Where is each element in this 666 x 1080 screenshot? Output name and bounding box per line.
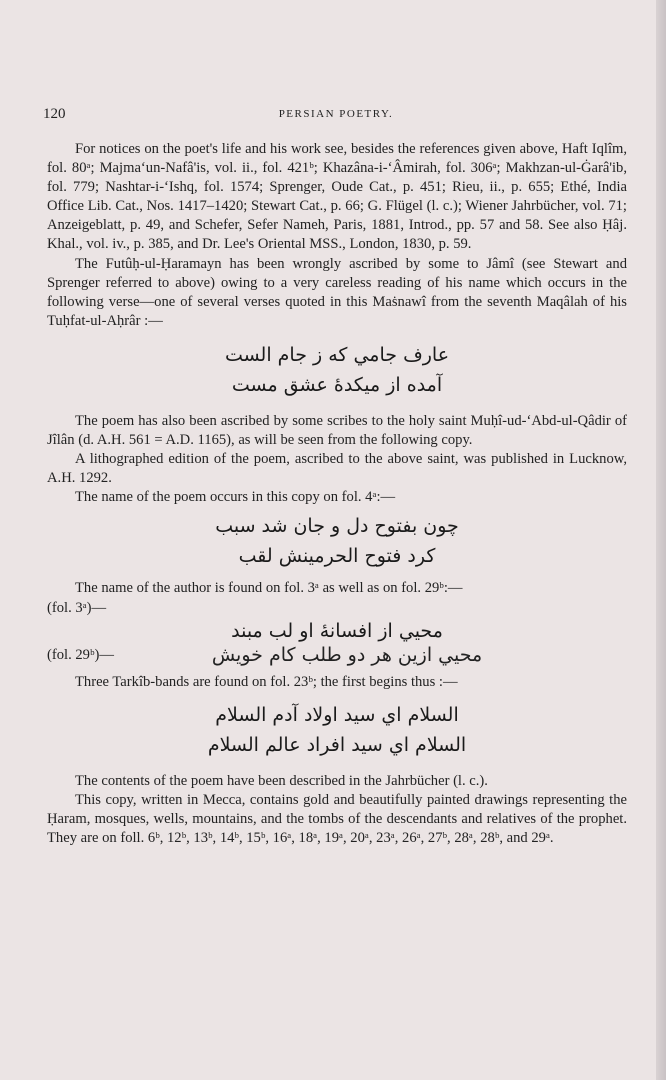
verse-line: السلام اي سيد افراد عالم السلام: [207, 733, 467, 756]
verse-title: [47, 511, 627, 571]
verse-tarkib: [47, 700, 627, 760]
paragraph-references: For notices on the poet's life and his work see, besides the references given above, Haft Iqlîm, fol. 80ᵃ; Majma‘un-Nafâ'is, vol. ii., fol. 421ᵇ; Khazâna-i-‘Âmirah, fol. 306ᵃ; Makhzan-ul-Ġarâ'ib, fol. 779; Nashtar-i-‘Ishq, fol. 1574; Sprenger, Oude Cat., p. 451; Rieu, ii., p. 655; Ethé, India Office Lib. Cat., Nos. 1417–1420; Stewart Cat., p. 66; G. Flügel (l. c.); Wiener Jahrbücher, vol. 71; Anzeigeblatt, p. 49, and Schefer, Sefer Nameh, Paris, 1881, Introd., pp. 57 and 58. See also Ḥâj. Khal., vol. iv., p. 385, and Dr. Lee's Oriental MSS., London, 1830, p. 59.: [47, 141, 627, 253]
paragraph-description: This copy, written in Mecca, contains gold and beautifully painted drawings representing the Ḥaram, mosques, wells, mountains, and the tombs of the descendants and relatives of the prophet. They are on foll. 6ᵇ, 12ᵇ, 13ᵇ, 14ᵇ, 15ᵇ, 16ᵃ, 18ᵃ, 19ᵃ, 20ᵃ, 23ᵃ, 26ᵃ, 27ᵇ, 28ᵃ, 28ᵇ, and 29ᵃ.: [47, 791, 627, 847]
verse-line: السلام اي سيد اولاد آدم السلام: [215, 703, 459, 726]
verse-author-1: محيي از افسانهٔ او لب مبند: [231, 619, 443, 642]
folio-label-3a: (fol. 3ᵃ)—: [47, 599, 107, 616]
paragraph-author-name: The name of the author is found on fol. 3ᵃ as well as on fol. 29ᵇ:—: [75, 580, 463, 597]
paragraph-lithograph: A lithographed edition of the poem, ascribed to the above saint, was published in Lucknow, A.H. 1292.: [47, 451, 627, 487]
page-header: [43, 106, 629, 126]
page-edge: [656, 0, 666, 1080]
page-body: [47, 140, 627, 848]
paragraph-contents: The contents of the poem have been described in the Jahrbücher (l. c.).: [75, 772, 488, 789]
paragraph-attribution-jami: The Futûḥ-ul-Ḥaramayn has been wrongly ascribed by some to Jâmî (see Stewart and Sprenger referred to above) owing to a very careless reading of his name which occurs in the following verse—one of several verses quoted in this Maṡnawî from the seventh Maqâlah of his Tuḥfat-ul-Aḥrâr :—: [47, 255, 627, 329]
verse-line: آمده از ميكدهٔ عشق مست: [231, 373, 443, 396]
paragraph-attribution-qadir: The poem has also been ascribed by some scribes to the holy saint Muḥî-ud-‘Abd-ul-Qâdir of Jîlân (d. A.H. 561 = A.D. 1165), as will be seen from the following copy.: [47, 412, 627, 449]
paragraph-tarkib: Three Tarkîb-bands are found on fol. 23ᵇ; the first begins thus :—: [75, 673, 458, 690]
verse-author-2: محيي ازين هر دو طلب كام خويش: [211, 643, 483, 666]
running-head: PERSIAN POETRY.: [278, 108, 394, 120]
page-number: 120: [43, 106, 66, 122]
paragraph-poem-name: The name of the poem occurs in this copy on fol. 4ᵃ:—: [75, 489, 396, 506]
folio-label-29b: (fol. 29ᵇ)—: [47, 646, 114, 663]
verse-jami: [47, 340, 627, 400]
verse-line: كرد فتوح الحرمينش لقب: [238, 545, 436, 568]
verse-author-2-row: [47, 643, 627, 666]
verse-line: چون بفتوح دل و جان شد سبب: [215, 515, 459, 538]
verse-line: عارف جامي كه ز جام الست: [224, 343, 450, 366]
